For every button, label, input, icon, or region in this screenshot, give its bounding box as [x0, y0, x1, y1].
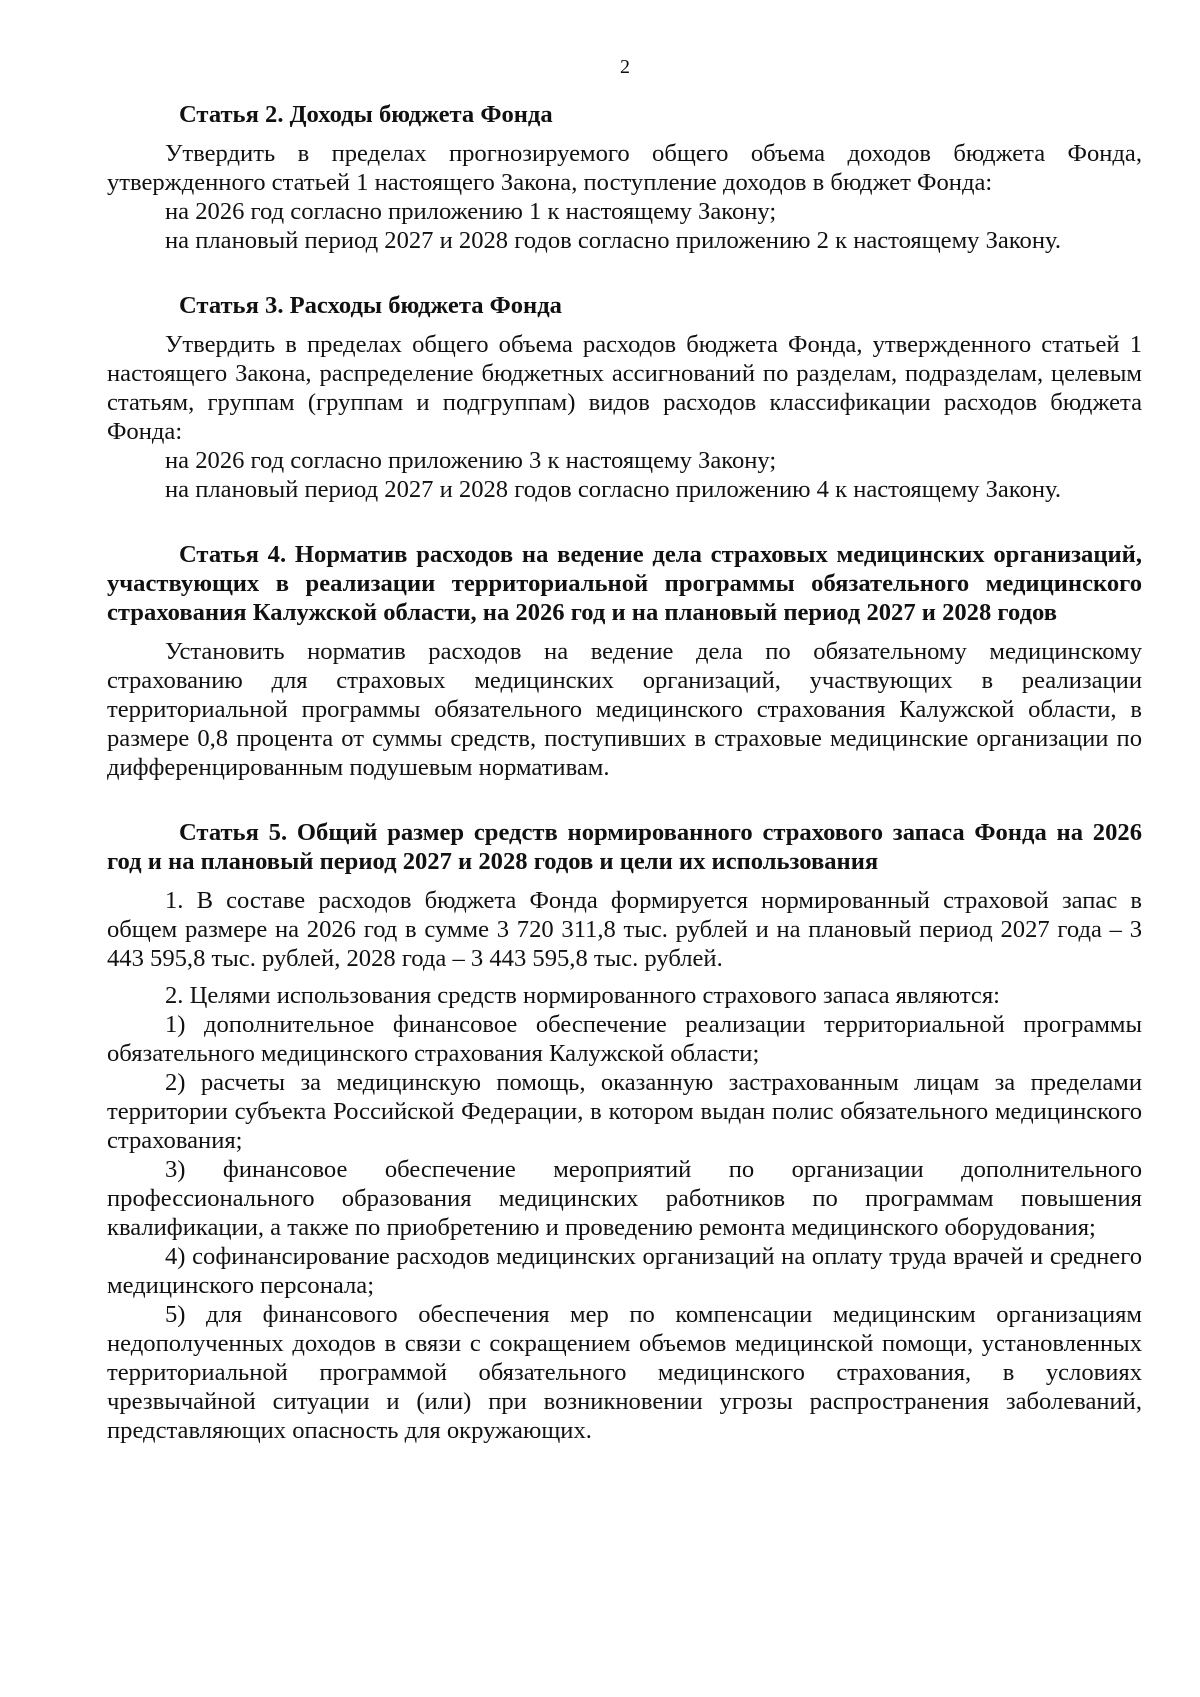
article-4-heading: Статья 4. Норматив расходов на ведение дела страховых медицинских организаций, участвующих в реализации территориальной программы обязательного медицинского страхования Калужской области, на 2026 год и на плановый период 2027 и 2028 годов — [107, 541, 1142, 626]
article-3-paragraph: Утвердить в пределах общего объема расходов бюджета Фонда, утвержденного статьей 1 настоящего Закона, распределение бюджетных ассигнований по разделам, подразделам, целевым статьям, группам (группам и подгруппам) видов расходов классификации расходов бюджета Фонда: — [107, 331, 1142, 445]
article-5-subitem-4: 4) софинансирование расходов медицинских организаций на оплату труда врачей и среднего медицинского персонала; — [107, 1243, 1142, 1299]
article-2 — [107, 100, 1142, 255]
article-5-heading: Статья 5. Общий размер средств нормированного страхового запаса Фонда на 2026 год и на плановый период 2027 и 2028 годов и цели их использования — [107, 819, 1142, 875]
article-5-item-2: 2. Целями использования средств нормированного страхового запаса являются: — [165, 982, 1000, 1009]
article-2-line-planned: на плановый период 2027 и 2028 годов согласно приложению 2 к настоящему Закону. — [165, 227, 1061, 254]
document-body — [107, 100, 1142, 1445]
article-3-line-planned: на плановый период 2027 и 2028 годов согласно приложению 4 к настоящему Закону. — [165, 476, 1061, 503]
article-4 — [107, 540, 1142, 782]
article-5-subitem-3: 3) финансовое обеспечение мероприятий по организации дополнительного профессионального образования медицинских работников по программам повышения квалификации, а также по приобретению и проведению ремонта медицинского оборудования; — [107, 1156, 1142, 1241]
article-3-line-2026: на 2026 год согласно приложению 3 к настоящему Закону; — [165, 447, 777, 474]
article-5-subitem-5: 5) для финансового обеспечения мер по компенсации медицинским организациям недополученных доходов в связи с сокращением объемов медицинской помощи, установленных территориальной программой обязательного медицинского страхования, в условиях чрезвычайной ситуации и (или) при возникновении угрозы распространения заболеваний, представляющих опасность для окружающих. — [107, 1301, 1142, 1444]
page-number: 2 — [620, 56, 630, 78]
article-2-paragraph: Утвердить в пределах прогнозируемого общего объема доходов бюджета Фонда, утвержденного статьей 1 настоящего Закона, поступление доходов в бюджет Фонда: — [107, 140, 1142, 196]
article-3-heading: Статья 3. Расходы бюджета Фонда — [179, 292, 562, 319]
article-2-line-2026: на 2026 год согласно приложению 1 к настоящему Закону; — [165, 198, 777, 225]
article-5-subitem-1: 1) дополнительное финансовое обеспечение реализации территориальной программы обязательного медицинского страхования Калужской области; — [107, 1011, 1142, 1067]
article-5-subitem-2: 2) расчеты за медицинскую помощь, оказанную застрахованным лицам за пределами территории субъекта Российской Федерации, в котором выдан полис обязательного медицинского страхования; — [107, 1069, 1142, 1154]
article-4-paragraph: Установить норматив расходов на ведение дела по обязательному медицинскому страхованию для страховых медицинских организаций, участвующих в реализации территориальной программы обязательного медицинского страхования Калужской области, в размере 0,8 процента от суммы средств, поступивших в страховые медицинские организации по дифференцированным подушевым нормативам. — [107, 638, 1142, 781]
article-2-heading: Статья 2. Доходы бюджета Фонда — [179, 101, 553, 128]
article-5 — [107, 818, 1142, 1445]
article-5-item-1: 1. В составе расходов бюджета Фонда формируется нормированный страховой запас в общем размере на 2026 год в сумме 3 720 311,8 тыс. рублей и на плановый период 2027 года – 3 443 595,8 тыс. рублей, 2028 года – 3 443 595,8 тыс. рублей. — [107, 887, 1142, 972]
article-3 — [107, 291, 1142, 504]
